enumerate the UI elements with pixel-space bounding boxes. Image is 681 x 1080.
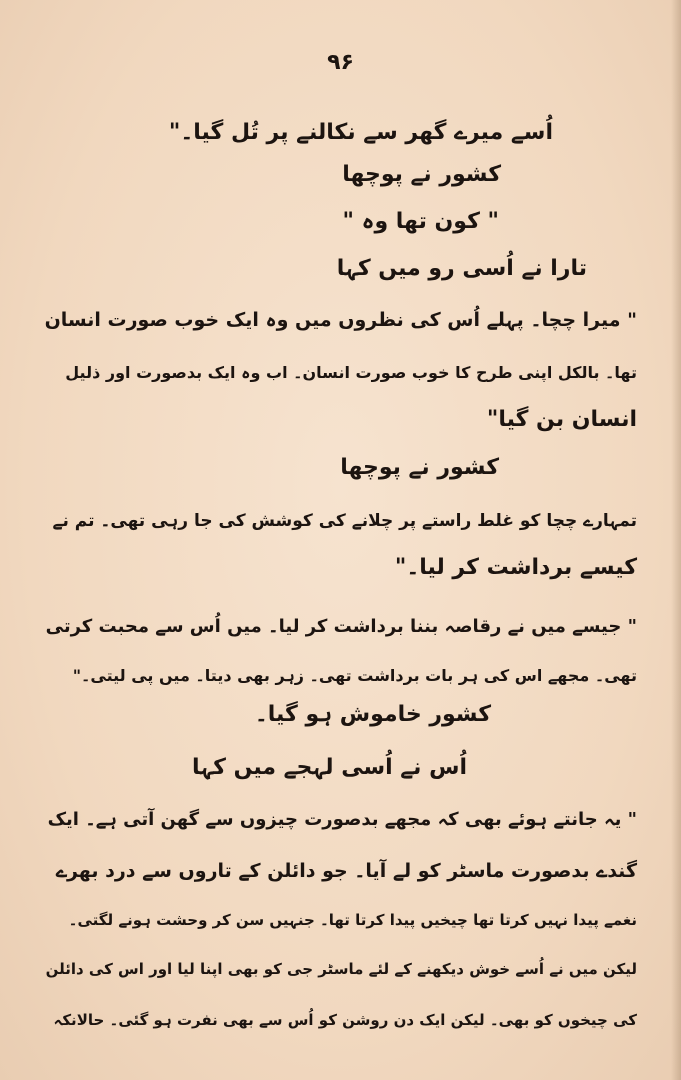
text-line: اُسے میرے گھر سے نکالنے پر تُل گیا۔"	[168, 120, 553, 145]
text-line: " یہ جانتے ہوئے بھی کہ مجھے بدصورت چیزوں سے گھن آتی ہے۔ ایک	[47, 809, 637, 830]
text-line: " جیسے میں نے رقاصہ بننا برداشت کر لیا۔ میں اُس سے محبت کرتی	[45, 616, 637, 637]
page-edge-shadow	[671, 0, 681, 1080]
page-number: ۹۶	[327, 50, 354, 75]
text-line: نغمے پیدا نہیں کرتا تھا چیخیں پیدا کرتا تھا۔ جنہیں سن کر وحشت ہونے لگتی۔	[68, 911, 637, 929]
text-line: تمہارے چچا کو غلط راستے پر چلانے کی کوشش کی جا رہی تھی۔ تم نے	[52, 511, 637, 531]
text-line: کشور خاموش ہو گیا۔	[254, 702, 491, 727]
text-line: لیکن میں نے اُسے خوش دیکھنے کے لئے ماسٹر جی کو بھی اپنا لیا اور اس کی دائلن	[45, 960, 637, 978]
text-line: گندے بدصورت ماسٹر کو لے آیا۔ جو دائلن کے تاروں سے درد بھرے	[55, 860, 637, 882]
text-line: کی چیخوں کو بھی۔ لیکن ایک دن روشن کو اُس سے بھی نفرت ہو گئی۔ حالانکہ	[53, 1011, 637, 1029]
text-line: تھی۔ مجھے اس کی ہر بات برداشت تھی۔ زہر بھی دیتا۔ میں پی لیتی۔"	[72, 666, 637, 685]
text-line: کیسے برداشت کر لیا۔"	[394, 555, 637, 580]
text-line: کشور نے پوچھا	[340, 455, 499, 480]
text-line: انسان بن گیا"	[486, 407, 637, 432]
text-line: تارا نے اُسی رو میں کہا	[336, 256, 587, 281]
text-line: تھا۔ بالکل اپنی طرح کا خوب صورت انسان۔ اب وہ ایک بدصورت اور ذلیل	[65, 363, 637, 382]
text-line: کشور نے پوچھا	[342, 162, 501, 187]
text-line: اُس نے اُسی لہجے میں کہا	[191, 755, 467, 780]
text-line: " میرا چچا۔ پہلے اُس کی نظروں میں وہ ایک خوب صورت انسان	[44, 309, 637, 331]
text-line: " کون تھا وہ "	[342, 209, 499, 234]
